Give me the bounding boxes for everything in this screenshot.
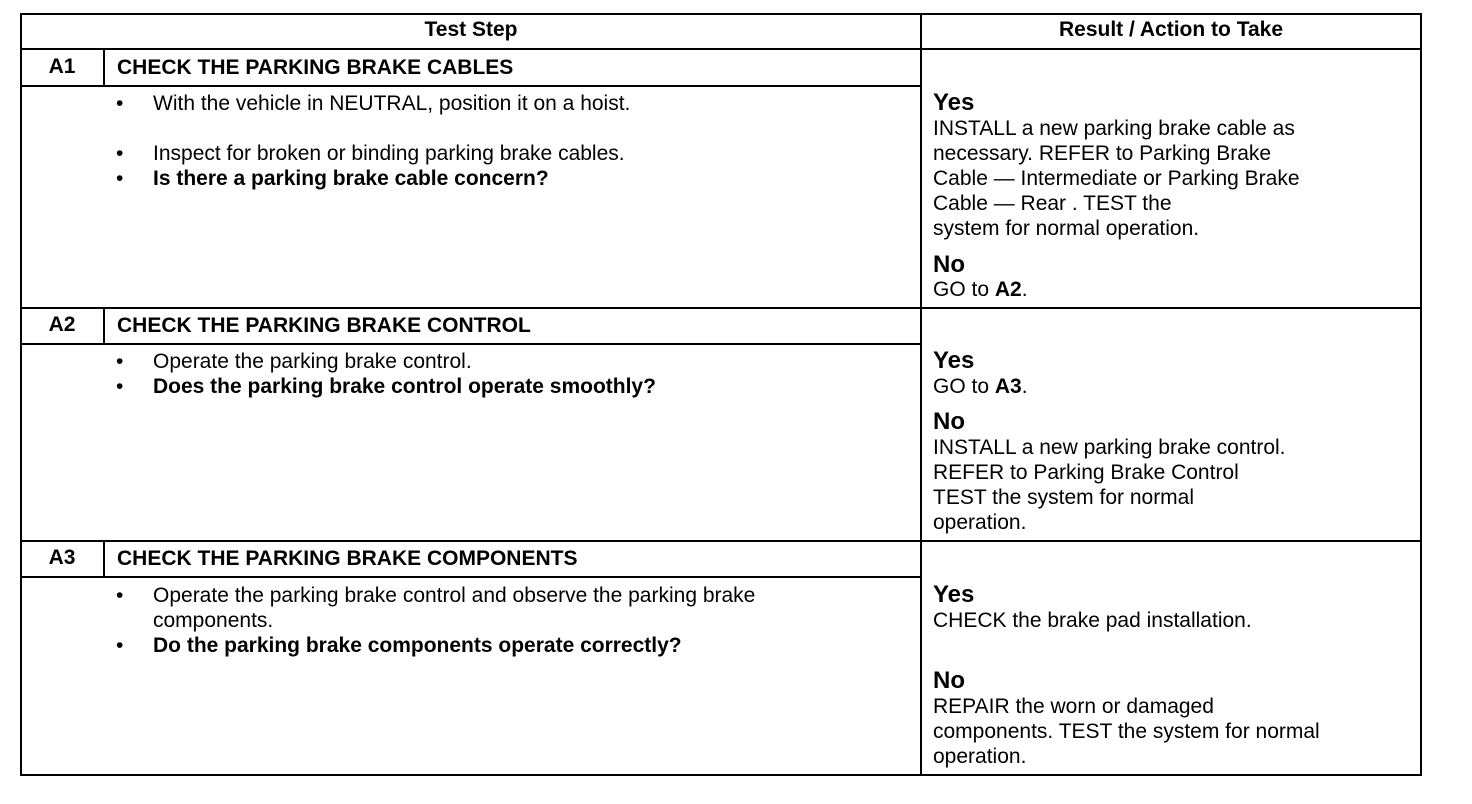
- row-divider-a1-a2: [20, 307, 1422, 309]
- step-id: A2: [48, 313, 76, 336]
- step-reference: A3: [994, 375, 1022, 398]
- header-test-step: Test Step: [424, 18, 518, 41]
- step-title: CHECK THE PARKING BRAKE COMPONENTS: [117, 547, 578, 570]
- step-id: A3: [48, 546, 76, 569]
- step-question: Does the parking brake control operate smoothly?: [153, 375, 656, 398]
- bullet-icon: •: [116, 375, 124, 398]
- step-title: CHECK THE PARKING BRAKE CONTROL: [117, 314, 531, 337]
- yes-label: Yes: [933, 89, 975, 116]
- step-question: Do the parking brake components operate correctly?: [153, 634, 682, 657]
- step-title-divider-a1: [20, 85, 922, 87]
- yes-label: Yes: [933, 581, 975, 608]
- step-bullet-text: Operate the parking brake control.: [153, 350, 472, 373]
- bullet-icon: •: [116, 634, 124, 657]
- bullet-icon: •: [116, 350, 124, 373]
- yes-action: GO to A3.: [933, 375, 1028, 398]
- header-result-action: Result / Action to Take: [1058, 18, 1284, 41]
- header-divider: [20, 48, 1422, 50]
- no-action: REPAIR the worn or damaged components. TEST the system for normal operation.: [933, 695, 1320, 768]
- yes-label: Yes: [933, 347, 975, 374]
- step-question: Is there a parking brake cable concern?: [153, 167, 549, 190]
- step-id-divider-a2: [103, 307, 105, 344]
- step-id-divider-a1: [103, 48, 105, 86]
- table-border-right: [1420, 13, 1422, 776]
- step-title: CHECK THE PARKING BRAKE CABLES: [117, 56, 514, 79]
- table-border-top: [20, 13, 1422, 15]
- no-action: INSTALL a new parking brake control. REFER to Parking Brake Control TEST the system for normal operation.: [933, 436, 1286, 534]
- yes-action: INSTALL a new parking brake cable as necessary. REFER to Parking Brake Cable — Intermediate or Parking Brake Cable — Rear . TEST the system for normal operation.: [933, 117, 1300, 240]
- step-bullet-text: With the vehicle in NEUTRAL, position it on a hoist.: [153, 92, 631, 115]
- no-action: GO to A2.: [933, 278, 1028, 301]
- yes-action: CHECK the brake pad installation.: [933, 609, 1252, 632]
- no-label: No: [933, 667, 965, 694]
- step-title-divider-a2: [20, 343, 922, 345]
- step-id-divider-a3: [103, 540, 105, 577]
- step-title-divider-a3: [20, 576, 922, 578]
- row-divider-a2-a3: [20, 540, 1422, 542]
- bullet-icon: •: [116, 584, 124, 607]
- column-divider: [920, 13, 922, 776]
- step-bullet-text: Inspect for broken or binding parking brake cables.: [153, 142, 625, 165]
- step-id: A1: [48, 55, 76, 78]
- bullet-icon: •: [116, 92, 124, 115]
- bullet-icon: •: [116, 142, 124, 165]
- table-border-left: [20, 13, 22, 776]
- bullet-icon: •: [116, 167, 124, 190]
- step-bullet-text: components.: [153, 609, 274, 632]
- step-reference: A2: [994, 278, 1022, 301]
- table-border-bottom: [20, 774, 1422, 776]
- no-label: No: [933, 251, 965, 278]
- step-bullet-text: Operate the parking brake control and observe the parking brake: [153, 584, 756, 607]
- no-label: No: [933, 408, 965, 435]
